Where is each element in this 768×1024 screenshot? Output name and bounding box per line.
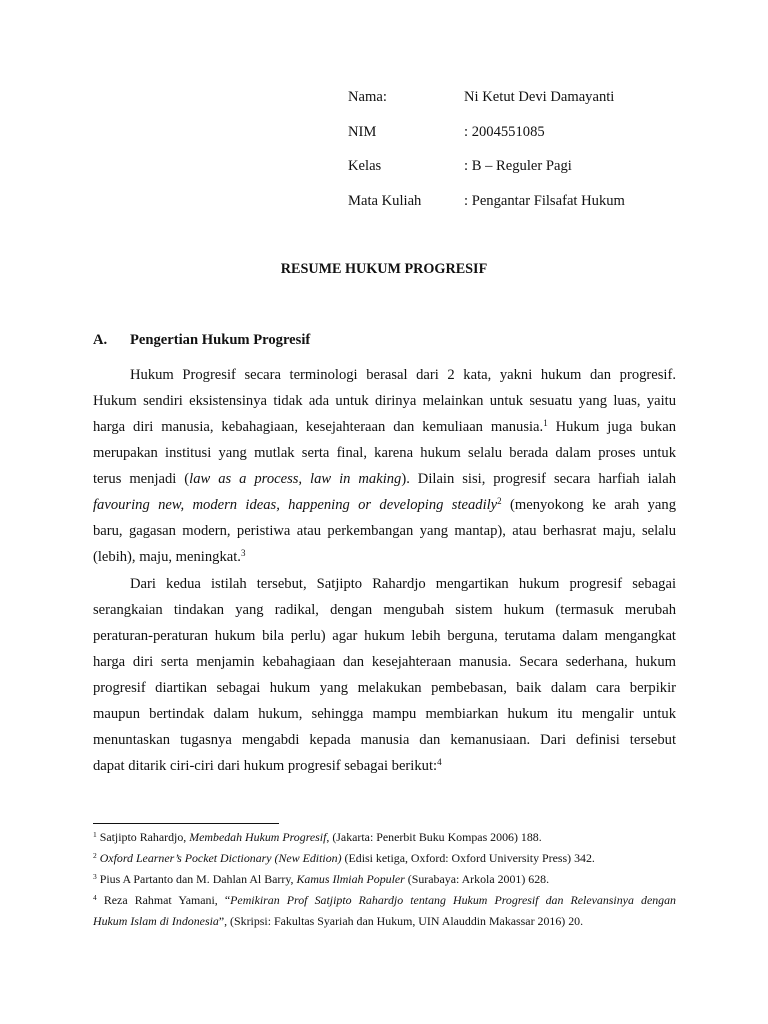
text-line: peraturan-peraturan hukum bila perlu) agar hukum lebih berguna, terutama dalam mengangkat xyxy=(93,628,676,644)
text-line: favouring new, modern ideas, happening or developing steadily$^2$ (menyokong ke arah yang xyxy=(93,496,677,513)
info-value: : Pengantar Filsafat Hukum xyxy=(464,193,625,210)
footnotes xyxy=(93,827,676,932)
footnote-separator xyxy=(93,823,279,824)
footnote-ref: 4 xyxy=(437,757,442,767)
document-title: RESUME HUKUM PROGRESIF xyxy=(280,261,488,277)
info-value: Ni Ketut Devi Damayanti xyxy=(464,89,615,105)
text-line: serangkaian tindakan yang radikal, dengan mengubah sistem hukum (termasuk merubah xyxy=(93,602,676,618)
footnote-ref: 1 xyxy=(543,418,548,428)
info-value: : 2004551085 xyxy=(464,123,545,140)
text-line: harga diri manusia, kebahagiaan, kesejahteraan dan kemuliaan manusia.$^1$ Hukum juga bukan xyxy=(93,418,676,435)
text-line: merupakan institusi yang mutlak serta final, karena hukum selalu berada dalam proses untuk xyxy=(93,445,676,461)
paragraph-2 xyxy=(93,571,676,779)
text-line: Hukum Progresif secara terminologi berasal dari 2 kata, yakni hukum dan progresif. xyxy=(130,367,676,383)
footnote-1: $^1$ Satjipto Rahardjo, Membedah Hukum Progresif, (Jakarta: Penerbit Buku Kompas 2006) 188. xyxy=(93,830,542,844)
info-label: Nama: xyxy=(348,89,387,105)
text-line: progresif diartikan sebagai hukum yang melakukan pembebasan, baik dalam cara berpikir xyxy=(93,680,676,696)
text-line: (lebih), maju, meningkat.$^3$ xyxy=(93,548,246,565)
footnote-ref: 3 xyxy=(240,548,246,558)
student-info xyxy=(348,84,678,223)
info-label: NIM xyxy=(348,123,377,140)
section-heading-text: Pengertian Hukum Progresif xyxy=(130,332,311,348)
section-heading xyxy=(93,330,693,350)
info-row-course xyxy=(348,188,678,223)
paragraph-1 xyxy=(93,362,676,570)
text-line: Hukum sendiri eksistensinya tidak ada untuk dirinya melainkan untuk sesuatu yang luas, yaitu xyxy=(93,393,676,409)
text-line: harga diri serta menjamin kebahagiaan dan kesejahteraan manusia. Secara sederhana, hukum xyxy=(93,654,676,670)
info-row-name xyxy=(348,84,678,119)
text-line: Dari kedua istilah tersebut, Satjipto Rahardjo mengartikan hukum progresif sebagai xyxy=(130,576,676,592)
info-row-class xyxy=(348,153,678,188)
text-line: menuntaskan tugasnya mengabdi kepada manusia dan kemanusiaan. Dari definisi tersebut xyxy=(93,732,676,748)
info-value: : B – Reguler Pagi xyxy=(464,158,572,175)
info-row-nim xyxy=(348,119,678,154)
footnote-4 xyxy=(93,890,676,932)
text-line: baru, gagasan modern, peristiwa atau perkembangan yang mantap), atau berhasrat maju, selalu xyxy=(93,523,676,539)
footnote-ref: 2 xyxy=(497,496,502,506)
text-line: maupun bertindak dalam hukum, sehingga mampu membiarkan hukum itu mengalir untuk xyxy=(93,706,676,722)
info-label: Kelas xyxy=(348,158,382,175)
info-label: Mata Kuliah xyxy=(348,193,422,210)
footnote-2: $^2$ Oxford Learner’s Pocket Dictionary (New Edition) (Edisi ketiga, Oxford: Oxford University Press) 342. xyxy=(93,851,595,865)
text-line: dapat ditarik ciri-ciri dari hukum progresif sebagai berikut:$^4$ xyxy=(93,757,442,774)
footnote-3: $^3$ Pius A Partanto dan M. Dahlan Al Barry, Kamus Ilmiah Populer (Surabaya: Arkola 2001) 628. xyxy=(93,872,550,886)
section-letter: A. xyxy=(93,332,108,348)
text-line: $^4$ Reza Rahmat Yamani, “Pemikiran Prof Satjipto Rahardjo tentang Hukum Progresif dan Relevansinya dengan xyxy=(93,893,677,907)
text-line: Hukum Islam di Indonesia”, (Skripsi: Fakultas Syariah dan Hukum, UIN Alauddin Makassar 2016) 20. xyxy=(93,914,584,928)
text-line: terus menjadi (law as a process, law in making). Dilain sisi, progresif secara harfiah ialah xyxy=(93,471,676,487)
